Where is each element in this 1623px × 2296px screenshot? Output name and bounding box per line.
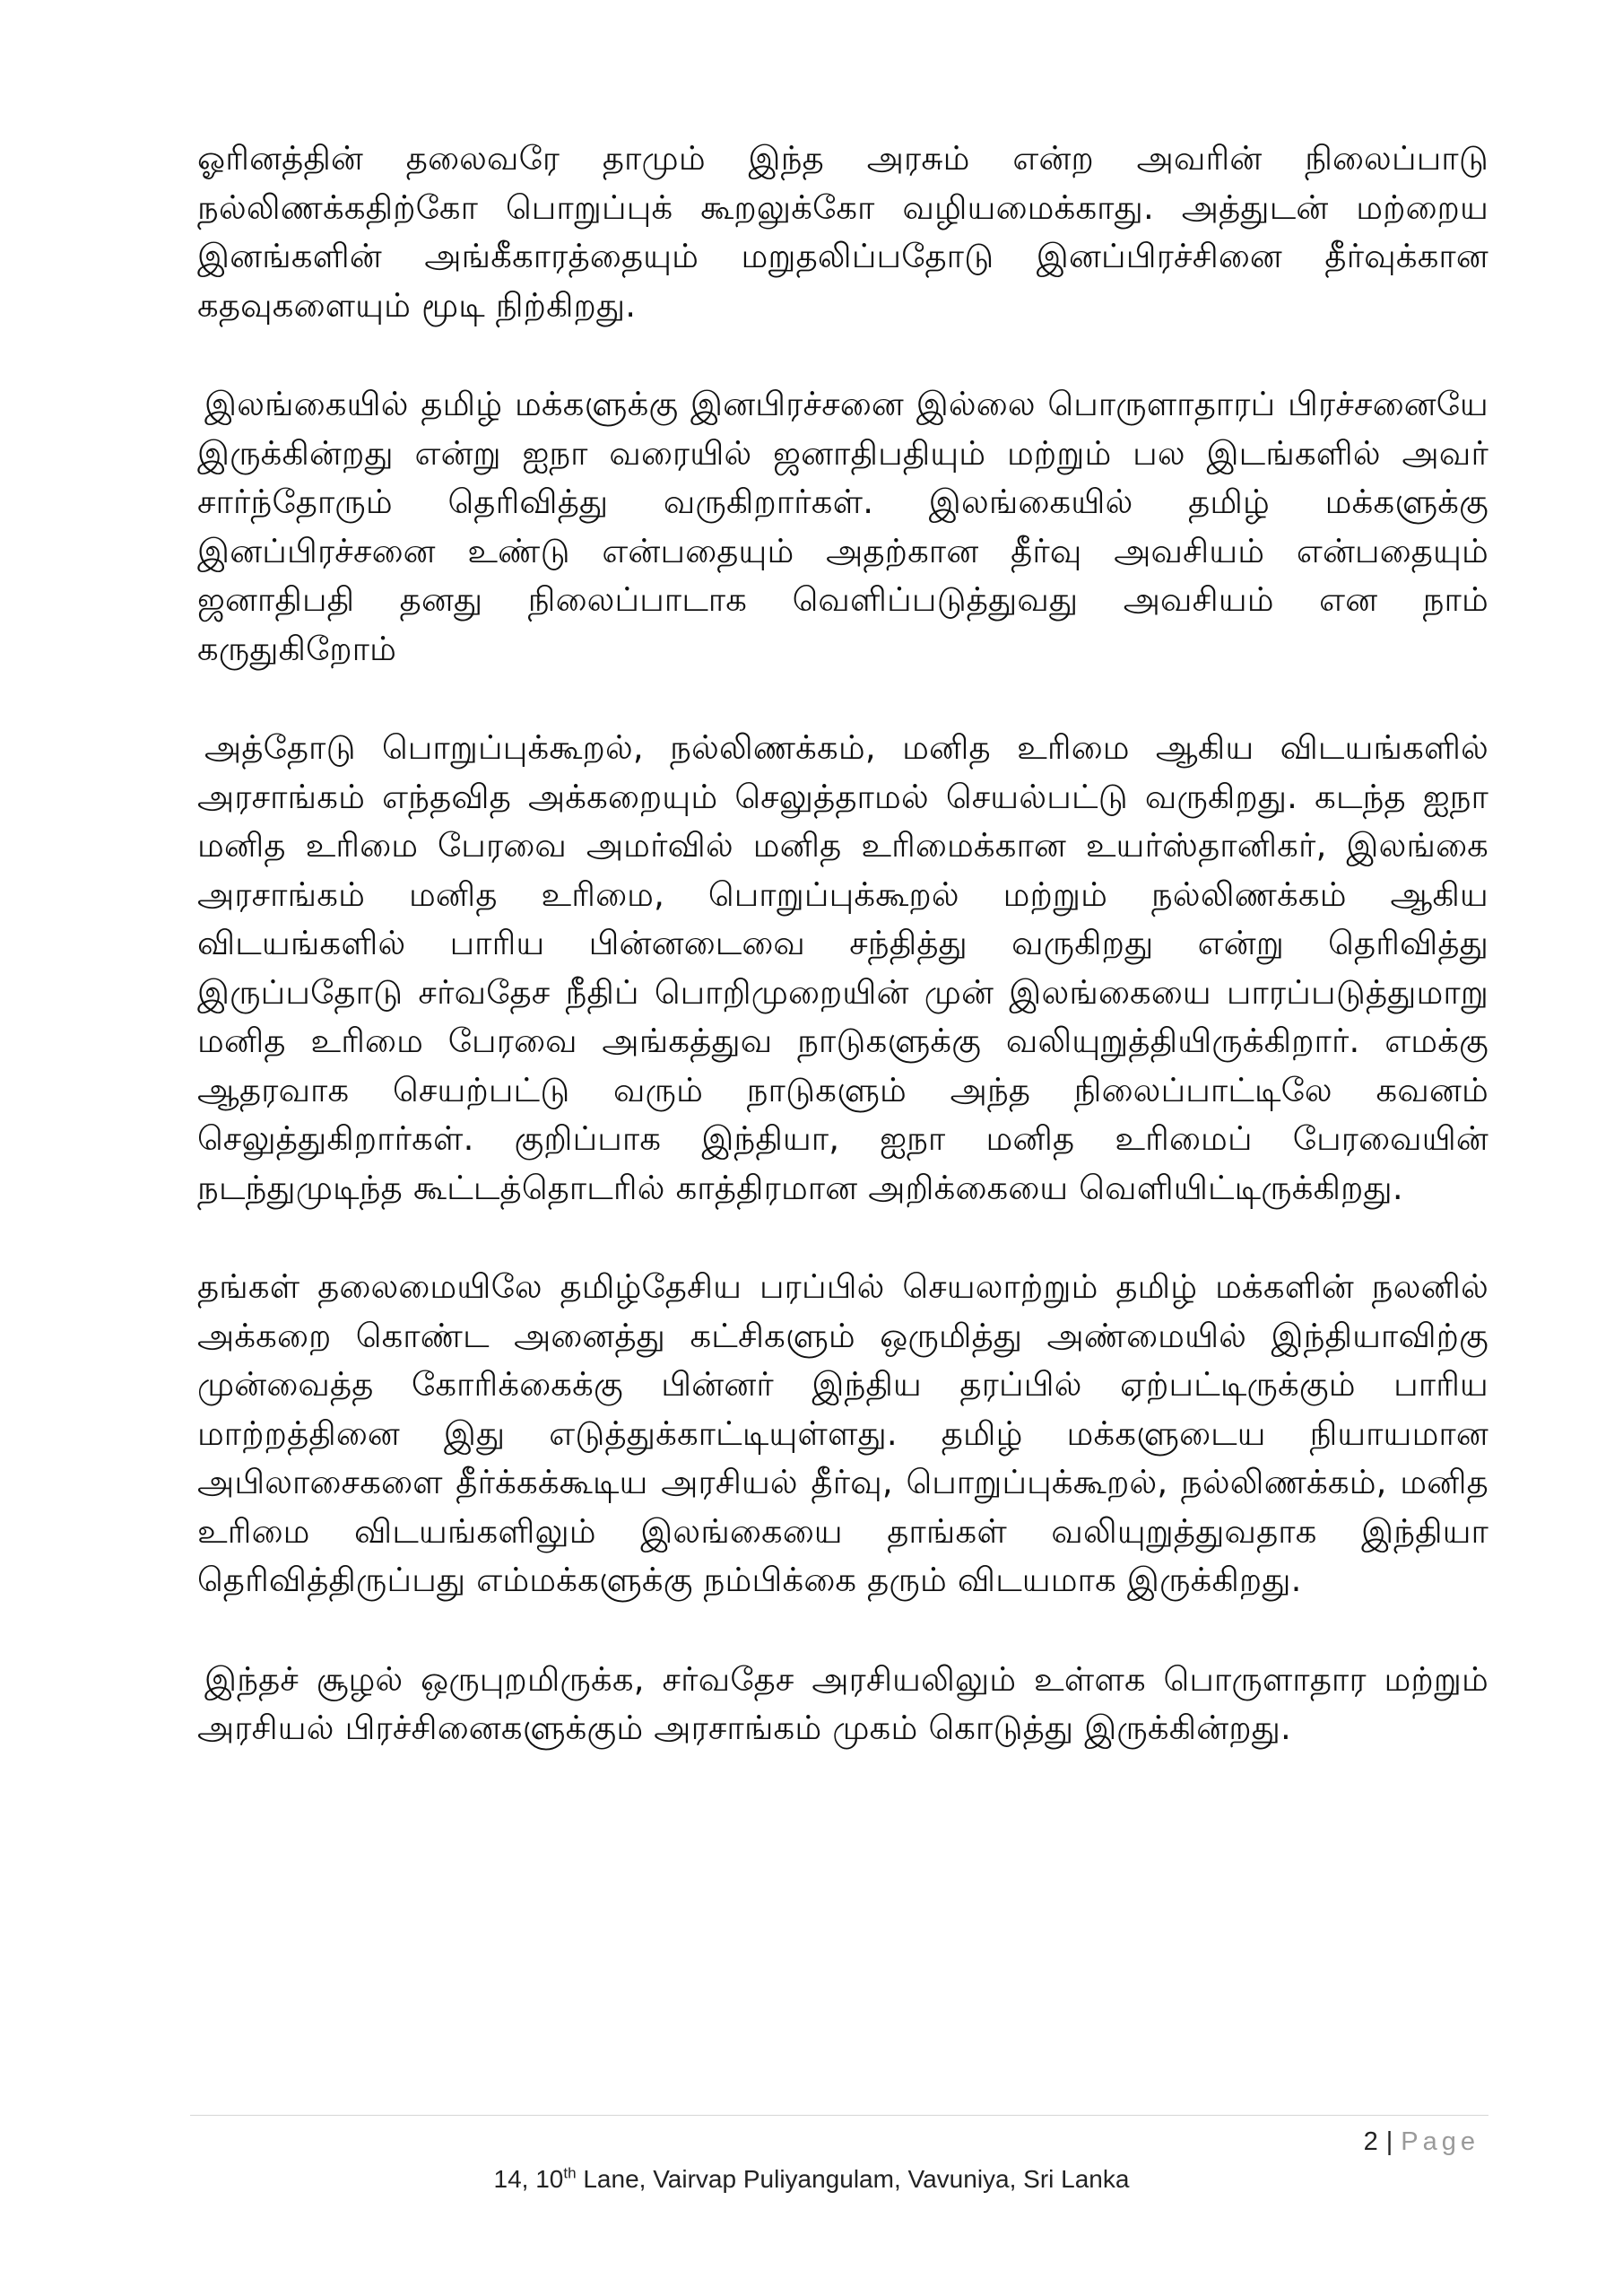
paragraph-4: தங்கள் தலைமையிலே தமிழ்தேசிய பரப்பில் செயலாற்றும் தமிழ் மக்களின் நலனில் அக்கறை கொண்ட அனைத்து கட்சிகளும் ஒருமித்து அண்மையில் இந்தியாவிற்கு முன்வைத்த கோரிக்கைக்கு பின்னர் இந்திய தரப்பில் ஏற்பட்டிருக்கும் பாரிய மாற்றத்தினை இது எடுத்துக்காட்டியுள்ளது. தமிழ் மக்களுடைய நியாயமான அபிலாசைகளை தீர்க்கக்கூடிய அரசியல் தீர்வு, பொறுப்புக்கூறல், நல்லிணக்கம், மனித உரிமை விடயங்களிலும் இலங்கையை தாங்கள் வலியுறுத்துவதாக இந்தியா தெரிவித்திருப்பது எம்மக்களுக்கு நம்பிக்கை தரும் விடயமாக இருக்கிறது.	[197, 1267, 1488, 1599]
page-number-separator: |	[1385, 2127, 1394, 2156]
paragraph-3: அத்தோடு பொறுப்புக்கூறல், நல்லிணக்கம், மனித உரிமை ஆகிய விடயங்களில் அரசாங்கம் எந்தவித அக்கறையும் செலுத்தாமல் செயல்பட்டு வருகிறது. கடந்த ஐநா மனித உரிமை பேரவை அமர்வில் மனித உரிமைக்கான உயர்ஸ்தானிகர், இலங்கை அரசாங்கம் மனித உரிமை, பொறுப்புக்கூறல் மற்றும் நல்லிணக்கம் ஆகிய விடயங்களில் பாரிய பின்னடைவை சந்தித்து வருகிறது என்று தெரிவித்து இருப்பதோடு சர்வதேச நீதிப் பொறிமுறையின் முன் இலங்கையை பாரப்படுத்துமாறு மனித உரிமை பேரவை அங்கத்துவ நாடுகளுக்கு வலியுறுத்தியிருக்கிறார். எமக்கு ஆதரவாக செயற்பட்டு வரும் நாடுகளும் அந்த நிலைப்பாட்டிலே கவனம் செலுத்துகிறார்கள். குறிப்பாக இந்தியா, ஐநா மனித உரிமைப் பேரவையின் நடந்துமுடிந்த கூட்டத்தொடரில் காத்திரமான அறிக்கையை வெளியிட்டிருக்கிறது.	[197, 728, 1488, 1207]
paragraph-1: ஓரினத்தின் தலைவரே தாமும் இந்த அரசும் என்ற அவரின் நிலைப்பாடு நல்லிணக்கதிற்கோ பொறுப்புக் கூறலுக்கோ வழியமைக்காது. அத்துடன் மற்றைய இனங்களின் அங்கீகாரத்தையும் மறுதலிப்பதோடு இனப்பிரச்சினை தீர்வுக்கான கதவுகளையும் மூடி நிற்கிறது.	[197, 139, 1488, 325]
letter-body	[197, 135, 1488, 1804]
paragraph-2: இலங்கையில் தமிழ் மக்களுக்கு இனபிரச்சனை இல்லை பொருளாதாரப் பிரச்சனையே இருக்கின்றது என்று ஐநா வரையில் ஜனாதிபதியும் மற்றும் பல இடங்களில் அவர் சார்ந்தோரும் தெரிவித்து வருகிறார்கள். இலங்கையில் தமிழ் மக்களுக்கு இனப்பிரச்சனை உண்டு என்பதையும் அதற்கான தீர்வு அவசியம் என்பதையும் ஜனாதிபதி தனது நிலைப்பாடாக வெளிப்படுத்துவது அவசியம் என நாம் கருதுகிறோம்	[197, 385, 1488, 668]
address-rest: Lane, Vairvap Puliyangulam, Vavuniya, Sri Lanka	[576, 2165, 1130, 2193]
paragraph-5: இந்தச் சூழல் ஒருபுறமிருக்க, சர்வதேச அரசியலிலும் உள்ளக பொருளாதார மற்றும் அரசியல் பிரச்சினைகளுக்கும் அரசாங்கம் முகம் கொடுத்து இருக்கின்றது.	[197, 1659, 1488, 1747]
footer-divider	[190, 2115, 1488, 2116]
page-number	[1364, 2127, 1480, 2157]
footer-address	[0, 2165, 1623, 2194]
page-number-value: 2	[1363, 2127, 1379, 2156]
page-label: Page	[1401, 2127, 1480, 2156]
address-number: 14, 10	[493, 2165, 564, 2193]
address-ordinal-suffix: th	[563, 2164, 577, 2182]
